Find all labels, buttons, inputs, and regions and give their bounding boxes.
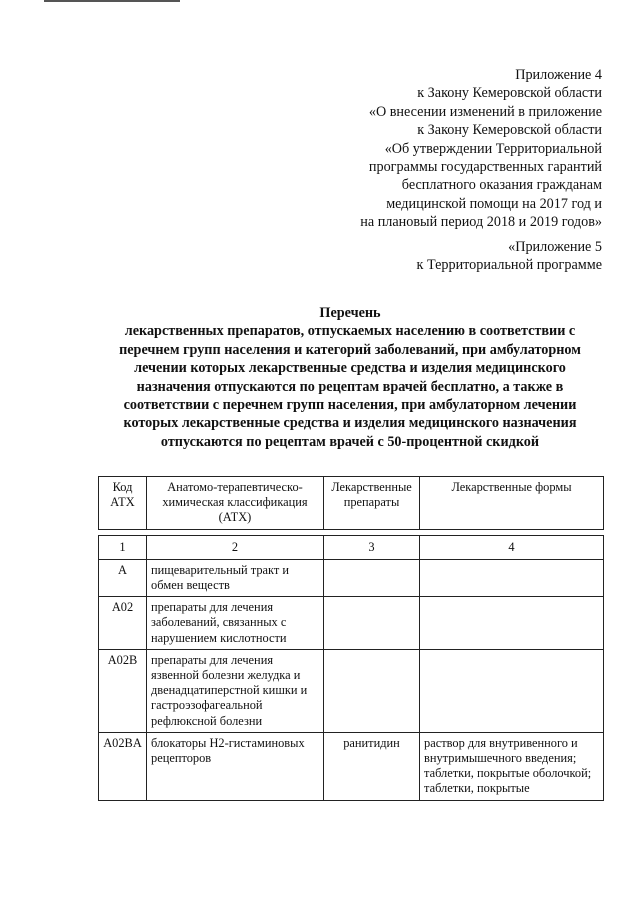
dosage-form: раствор для внутривенного и внутримышечного введения; [424, 735, 578, 766]
title-line: которых лекарственные средства и изделия медицинского назначения [123, 415, 577, 432]
title-line: перечнем групп населения и категорий заболеваний, при амбулаторном [119, 341, 581, 358]
appendix-line: «О внесении изменений в приложение [368, 103, 602, 120]
appendix-line: к Закону Кемеровской области [417, 122, 602, 139]
preparation-cell: ранитидин [324, 732, 420, 800]
preparation-cell [324, 649, 420, 732]
title-line: лекарственных препаратов, отпускаемых населению в соответствии с [124, 323, 576, 340]
classification-cell: препараты для лечения заболеваний, связанных с нарушением кислотности [147, 597, 324, 650]
title-line: назначения отпускаются по рецептам врачей бесплатно, а также в [136, 378, 564, 395]
column-number: 4 [420, 535, 604, 559]
preparation-cell [324, 597, 420, 650]
table-header-row [99, 477, 604, 530]
table-row [99, 559, 604, 596]
atc-code-cell: A02B [99, 649, 147, 732]
title-line: соответствии с перечнем групп населения, при амбулаторном лечении [123, 397, 577, 414]
forms-cell [420, 559, 604, 596]
appendix-line: «Приложение 5 [508, 239, 602, 255]
header-classification: Анатомо-терапевтическо-химическая классификация (АТХ) [147, 477, 324, 530]
drug-list-table [98, 476, 604, 801]
atc-code-cell: A [99, 559, 147, 596]
preparation-cell [324, 559, 420, 596]
table-row [99, 597, 604, 650]
header-code: Код АТХ [99, 477, 147, 530]
title-line: лечении которых лекарственные средства и изделия медицинского [134, 360, 566, 377]
header-preparations: Лекарственные препараты [324, 477, 420, 530]
forms-cell [420, 597, 604, 650]
appendix-line: на плановый период 2018 и 2019 годов» [360, 214, 602, 231]
appendix-line: к Территориальной программе [416, 257, 602, 274]
header-forms: Лекарственные формы [420, 477, 604, 530]
table-row [99, 732, 604, 800]
document-title [60, 304, 640, 451]
dosage-form: таблетки, покрытые оболочкой; [424, 766, 592, 781]
scan-edge-mark [44, 0, 180, 2]
appendix-line: медицинской помощи на 2017 год и [386, 195, 602, 212]
atc-code-cell: A02BA [99, 732, 147, 800]
table-row [99, 649, 604, 732]
column-number-row [99, 535, 604, 559]
appendix-line: Приложение 4 [515, 67, 602, 83]
forms-cell [420, 649, 604, 732]
forms-cell [420, 732, 604, 800]
appendix-line: к Закону Кемеровской области [417, 85, 602, 102]
appendix-4-header [242, 66, 602, 232]
dosage-form: таблетки, покрытые [424, 781, 530, 796]
appendix-5-header [242, 238, 602, 275]
classification-cell: блокаторы H2-гистаминовых рецепторов [147, 732, 324, 800]
column-number: 1 [99, 535, 147, 559]
title-line: отпускаются по рецептам врачей с 50-процентной скидкой [160, 433, 540, 450]
appendix-line: «Об утверждении Территориальной [384, 140, 602, 157]
title-line: Перечень [319, 305, 381, 321]
atc-code-cell: A02 [99, 597, 147, 650]
column-number: 3 [324, 535, 420, 559]
classification-cell: препараты для лечения язвенной болезни желудка и двенадцатиперстной кишки и гастроэзофагеальной рефлюксной болезни [147, 649, 324, 732]
column-number: 2 [147, 535, 324, 559]
classification-cell: пищеварительный тракт и обмен веществ [147, 559, 324, 596]
appendix-line: программы государственных гарантий [368, 159, 602, 176]
appendix-line: бесплатного оказания гражданам [401, 177, 602, 194]
